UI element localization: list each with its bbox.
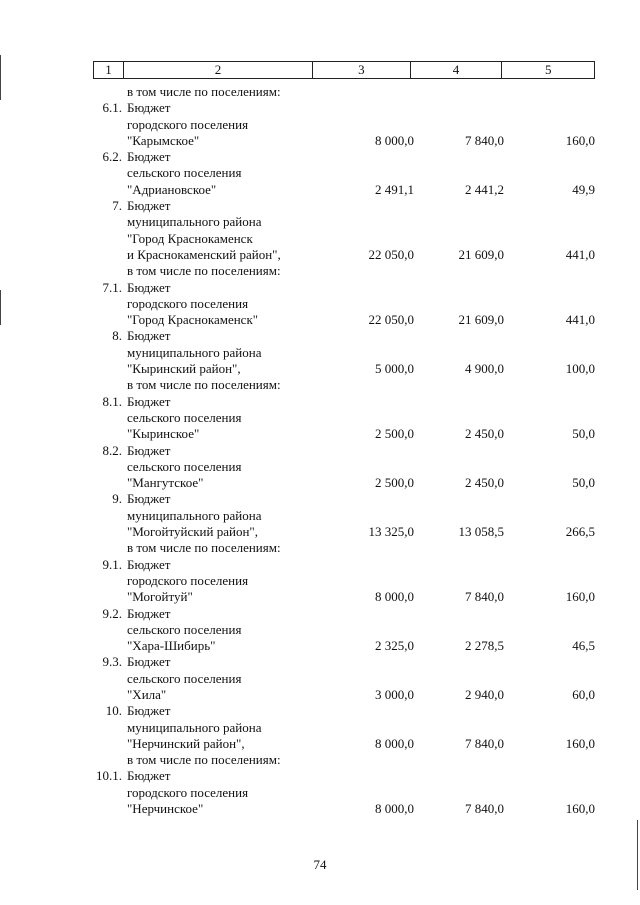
value-col-4: 2 940,0: [465, 686, 504, 702]
value-col-5: 46,5: [572, 638, 595, 654]
value-col-5: 160,0: [565, 132, 595, 148]
row-name: городского поселения: [127, 116, 249, 132]
row-name: в том числе по поселениям:: [127, 752, 281, 768]
value-col-3: 8 000,0: [375, 735, 414, 751]
value-col-5: 441,0: [565, 312, 595, 328]
row-name: в том числе по поселениям:: [127, 540, 281, 556]
header-cell-4: 4: [411, 62, 503, 78]
value-col-4: 7 840,0: [465, 589, 504, 605]
row-name: Бюджет: [127, 768, 171, 784]
row-name: сельского поселения: [127, 670, 242, 686]
row-line: [0, 165, 640, 181]
row-line: [0, 247, 640, 263]
row-name: Бюджет: [127, 703, 171, 719]
header-cell-3: 3: [313, 62, 411, 78]
row-name: городского поселения: [127, 784, 249, 800]
row-name: муниципального района: [127, 507, 262, 523]
row-number: 6.1.: [102, 100, 122, 116]
row-name: в том числе по поселениям:: [127, 377, 281, 393]
row-line: [0, 654, 640, 670]
row-name: сельского поселения: [127, 165, 242, 181]
row-name: "Город Краснокаменск: [127, 230, 253, 246]
value-col-5: 266,5: [565, 524, 595, 540]
table-row: [0, 654, 640, 703]
value-col-5: 160,0: [565, 801, 595, 817]
row-line: [0, 638, 640, 654]
row-number: 9.1.: [102, 556, 122, 572]
row-line: [0, 263, 640, 279]
value-col-4: 2 450,0: [465, 426, 504, 442]
row-name: Бюджет: [127, 279, 171, 295]
value-col-4: 7 840,0: [465, 132, 504, 148]
row-name: "Карымское": [127, 132, 200, 148]
table-row: [0, 443, 640, 492]
table-row: [0, 557, 640, 606]
row-name: городского поселения: [127, 572, 249, 588]
row-line: [0, 345, 640, 361]
value-col-4: 4 900,0: [465, 361, 504, 377]
value-col-5: 441,0: [565, 246, 595, 262]
table-row: [0, 149, 640, 198]
row-name: Бюджет: [127, 100, 171, 116]
row-line: [0, 768, 640, 784]
value-col-3: 2 500,0: [375, 426, 414, 442]
row-line: [0, 475, 640, 491]
row-line: [0, 491, 640, 507]
row-name: Бюджет: [127, 605, 171, 621]
row-line: [0, 214, 640, 230]
row-name: в том числе по поселениям:: [127, 263, 281, 279]
value-col-4: 7 840,0: [465, 801, 504, 817]
value-col-3: 13 325,0: [368, 524, 414, 540]
row-line: [0, 606, 640, 622]
value-col-3: 2 491,1: [375, 181, 414, 197]
row-number: 9.3.: [102, 654, 122, 670]
value-col-5: 49,9: [572, 181, 595, 197]
table-body: [0, 84, 640, 817]
row-number: 9.: [112, 491, 122, 507]
row-line: [0, 410, 640, 426]
table-row: [0, 394, 640, 443]
value-col-3: 8 000,0: [375, 132, 414, 148]
row-name: "Кыринское": [127, 426, 200, 442]
row-number: 10.: [105, 703, 122, 719]
value-col-5: 160,0: [565, 589, 595, 605]
row-number: 10.1.: [96, 768, 122, 784]
row-number: 7.: [112, 198, 122, 214]
row-line: [0, 394, 640, 410]
row-name: Бюджет: [127, 198, 171, 214]
table-row: [0, 606, 640, 655]
table-header: [93, 61, 595, 79]
row-line: [0, 117, 640, 133]
row-name: "Могойтуйский район",: [127, 524, 258, 540]
row-number: 8.2.: [102, 442, 122, 458]
row-name: и Краснокаменский район",: [127, 246, 281, 262]
value-col-4: 21 609,0: [458, 312, 504, 328]
row-name: Бюджет: [127, 328, 171, 344]
row-line: [0, 573, 640, 589]
row-line: [0, 443, 640, 459]
row-name: сельского поселения: [127, 409, 242, 425]
table-row: [0, 491, 640, 540]
table-row: [0, 752, 640, 768]
row-number: 9.2.: [102, 605, 122, 621]
row-name: Бюджет: [127, 149, 171, 165]
value-col-3: 3 000,0: [375, 686, 414, 702]
row-name: "Нерчинское": [127, 801, 204, 817]
row-line: [0, 361, 640, 377]
row-number: 7.1.: [102, 279, 122, 295]
row-line: [0, 149, 640, 165]
value-col-3: 22 050,0: [368, 246, 414, 262]
header-cell-1: 1: [94, 62, 124, 78]
row-line: [0, 312, 640, 328]
value-col-4: 2 278,5: [465, 638, 504, 654]
value-col-3: 8 000,0: [375, 589, 414, 605]
row-line: [0, 459, 640, 475]
row-name: "Кыринский район",: [127, 361, 241, 377]
row-name: сельского поселения: [127, 458, 242, 474]
value-col-3: 22 050,0: [368, 312, 414, 328]
row-line: [0, 100, 640, 116]
value-col-3: 2 500,0: [375, 475, 414, 491]
table-row: [0, 84, 640, 100]
row-number: 8.: [112, 328, 122, 344]
value-col-4: 7 840,0: [465, 735, 504, 751]
row-line: [0, 557, 640, 573]
value-col-5: 50,0: [572, 426, 595, 442]
row-line: [0, 508, 640, 524]
row-line: [0, 589, 640, 605]
value-col-3: 5 000,0: [375, 361, 414, 377]
row-line: [0, 377, 640, 393]
row-line: [0, 540, 640, 556]
row-line: [0, 84, 640, 100]
row-name: сельского поселения: [127, 621, 242, 637]
scan-edge-mark: [637, 820, 638, 890]
row-line: [0, 720, 640, 736]
row-line: [0, 524, 640, 540]
row-name: муниципального района: [127, 344, 262, 360]
row-name: в том числе по поселениям:: [127, 84, 281, 99]
table-row: [0, 280, 640, 329]
value-col-5: 100,0: [565, 361, 595, 377]
value-col-4: 2 450,0: [465, 475, 504, 491]
value-col-5: 160,0: [565, 735, 595, 751]
table-row: [0, 198, 640, 263]
row-line: [0, 133, 640, 149]
value-col-4: 13 058,5: [458, 524, 504, 540]
value-col-3: 8 000,0: [375, 801, 414, 817]
row-line: [0, 198, 640, 214]
row-name: "Мангутское": [127, 475, 204, 491]
row-line: [0, 752, 640, 768]
table-row: [0, 100, 640, 149]
row-line: [0, 231, 640, 247]
row-line: [0, 785, 640, 801]
row-name: "Нерчинский район",: [127, 735, 245, 751]
row-line: [0, 280, 640, 296]
row-line: [0, 622, 640, 638]
row-number: 6.2.: [102, 149, 122, 165]
value-col-4: 2 441,2: [465, 181, 504, 197]
row-name: Бюджет: [127, 442, 171, 458]
table-row: [0, 328, 640, 377]
header-cell-2: 2: [124, 62, 313, 78]
table-row: [0, 263, 640, 279]
row-line: [0, 801, 640, 817]
row-line: [0, 703, 640, 719]
row-name: "Город Краснокаменск": [127, 312, 259, 328]
table-row: [0, 703, 640, 752]
value-col-5: 60,0: [572, 686, 595, 702]
table-row: [0, 377, 640, 393]
row-name: муниципального района: [127, 719, 262, 735]
value-col-4: 21 609,0: [458, 246, 504, 262]
row-name: "Могойтуй": [127, 589, 193, 605]
row-name: "Адриановское": [127, 181, 217, 197]
row-line: [0, 426, 640, 442]
row-number: 8.1.: [102, 393, 122, 409]
row-name: Бюджет: [127, 491, 171, 507]
row-name: "Хара-Шибирь": [127, 638, 216, 654]
value-col-3: 2 325,0: [375, 638, 414, 654]
row-line: [0, 687, 640, 703]
row-name: Бюджет: [127, 654, 171, 670]
row-name: "Хила": [127, 686, 167, 702]
row-name: муниципального района: [127, 214, 262, 230]
row-line: [0, 182, 640, 198]
row-name: городского поселения: [127, 295, 249, 311]
table-row: [0, 540, 640, 556]
value-col-5: 50,0: [572, 475, 595, 491]
header-cell-5: 5: [544, 62, 552, 77]
row-line: [0, 736, 640, 752]
row-line: [0, 671, 640, 687]
row-line: [0, 296, 640, 312]
page-number: 74: [313, 857, 327, 872]
row-line: [0, 328, 640, 344]
row-name: Бюджет: [127, 393, 171, 409]
row-name: Бюджет: [127, 556, 171, 572]
table-row: [0, 768, 640, 817]
